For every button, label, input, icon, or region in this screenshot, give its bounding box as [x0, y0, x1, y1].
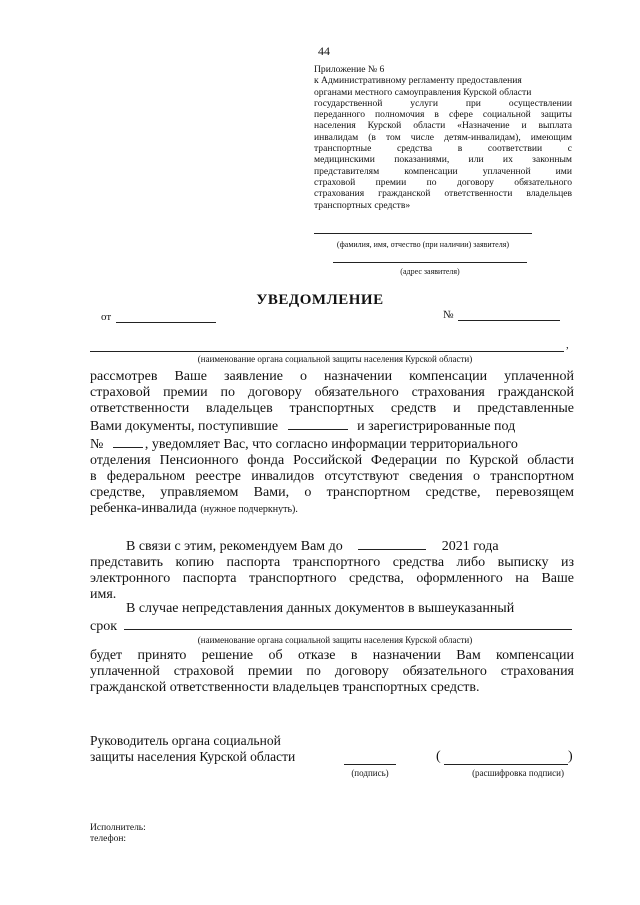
organ-name-field[interactable]	[90, 351, 564, 352]
text-line	[90, 501, 574, 518]
text-line: страховой премии по договору обязательного страхования гражданской	[90, 385, 574, 400]
appendix-line: транспортные средства в соответствии с	[314, 143, 572, 155]
organ-caption: (наименование органа социальной защиты населения Курской области)	[197, 354, 473, 364]
srok-label: срок	[90, 619, 118, 634]
signer-title-line: защиты населения Курской области	[90, 749, 296, 764]
number-label: №	[443, 309, 454, 321]
text-line: будет принято решение об отказе в назначении Вам компенсации	[90, 648, 574, 663]
text-fragment: 2021 года	[441, 539, 499, 554]
close-paren: )	[568, 749, 573, 764]
organ-comma: ,	[566, 339, 569, 351]
text-line: отделения Пенсионного фонда Российской Федерации по Курской области	[90, 453, 574, 468]
text-fragment: и зарегистрированные под	[357, 419, 516, 434]
text-fragment: №	[90, 437, 104, 452]
applicant-name-field[interactable]	[314, 233, 532, 234]
applicant-address-field[interactable]	[333, 262, 527, 263]
signature-caption: (подпись)	[351, 768, 389, 778]
text-line: представить копию паспорта транспортного средства либо выписку из	[90, 555, 574, 570]
number-field[interactable]	[458, 320, 560, 321]
text-line: электронного паспорта транспортного средства, оформленного на Ваше	[90, 571, 574, 586]
text-line	[90, 617, 574, 635]
from-label: от	[101, 311, 112, 323]
text-line: ответственности владельцев транспортных средств и представленные	[90, 401, 574, 416]
appendix-line: переданного полномочия в сфере социальной защиты	[314, 109, 572, 121]
appendix-line: органами местного самоуправления Курской области	[314, 86, 532, 98]
deadline-organ-field[interactable]	[124, 617, 572, 630]
appendix-line: к Административному регламенту предоставления	[314, 75, 522, 87]
decode-caption: (расшифровка подписи)	[472, 768, 564, 778]
appendix-line: страхования гражданской ответственности владельцев	[314, 188, 572, 200]
text-fragment: , уведомляет Вас, что согласно информации территориального	[144, 437, 518, 452]
text-line	[90, 537, 574, 555]
deadline-date-field[interactable]	[358, 537, 426, 550]
text-line: в федеральном реестре инвалидов отсутствуют сведения о транспортном	[90, 469, 574, 484]
received-date-field[interactable]	[288, 417, 348, 430]
appendix-line: представителям компенсации уплаченной ими	[314, 165, 572, 177]
text-line: уплаченной страховой премии по договору обязательного страхования	[90, 664, 574, 679]
srok-caption: (наименование органа социальной защиты населения Курской области)	[197, 635, 473, 645]
applicant-name-caption: (фамилия, имя, отчество (при наличии) заявителя)	[336, 240, 510, 249]
text-fragment: ребенка-инвалида	[90, 501, 197, 516]
paragraph-1	[90, 369, 574, 518]
document-title: УВЕДОМЛЕНИЕ	[256, 292, 384, 308]
text-fragment: Вами документы, поступившие	[90, 419, 279, 434]
appendix-line: населения Курской области «Назначение и выплата	[314, 120, 572, 132]
paragraph-3-continued	[90, 648, 574, 696]
footer	[90, 823, 146, 845]
appendix-block	[314, 64, 572, 211]
signer-title	[90, 733, 295, 765]
appendix-line: медицинскими показаниями, или их законным	[314, 154, 572, 166]
appendix-line: страховой премии по договору обязательного	[314, 176, 572, 188]
phone-label: телефон:	[90, 834, 127, 844]
page-number: 44	[318, 44, 330, 58]
appendix-title: Приложение № 6	[314, 64, 385, 75]
date-field[interactable]	[116, 322, 216, 323]
text-line: средстве, управляемом Вами, о транспортном средстве, перевозящем	[90, 485, 574, 500]
signer-title-line: Руководитель органа социальной	[90, 733, 281, 748]
open-paren: (	[436, 749, 441, 764]
paragraph-2	[90, 537, 574, 603]
text-line: В случае непредставления данных документов в вышеуказанный	[126, 601, 515, 616]
executor-label: Исполнитель:	[90, 823, 146, 833]
registration-number-field[interactable]	[113, 435, 143, 448]
applicant-address-caption: (адрес заявителя)	[400, 267, 460, 276]
text-fragment: В связи с этим, рекомендуем Вам до	[126, 539, 343, 554]
signature-field[interactable]	[344, 764, 396, 765]
text-line: гражданской ответственности владельцев транспортных средств.	[90, 680, 480, 695]
text-line	[90, 417, 574, 435]
text-line: имя.	[90, 587, 117, 602]
paragraph-3	[90, 601, 574, 635]
text-line	[90, 435, 574, 453]
appendix-line: инвалидам (в том числе детям-инвалидам), имеющим	[314, 131, 572, 143]
text-line: рассмотрев Ваше заявление о назначении компенсации уплаченной	[90, 369, 574, 384]
appendix-line: государственной услуги при осуществлении	[314, 97, 572, 109]
underline-note: (нужное подчеркнуть).	[200, 504, 298, 515]
signature-decode-field[interactable]	[444, 764, 568, 765]
appendix-line: транспортных средств»	[314, 199, 411, 211]
